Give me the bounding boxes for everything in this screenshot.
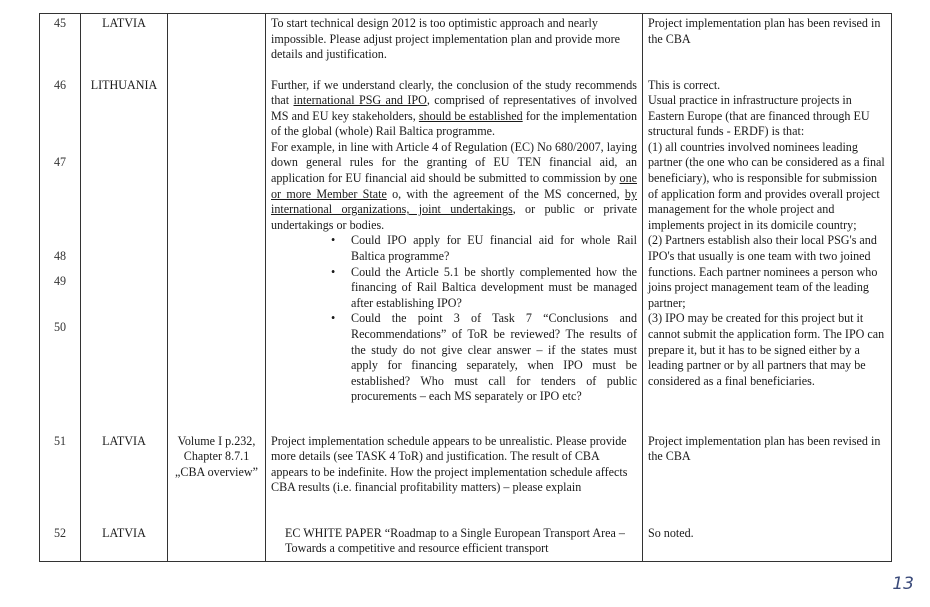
comment-cell — [266, 432, 643, 524]
comment-paragraph: For example, in line with Article 4 of Regulation (EC) No 680/2007, laying down general rules for the granting of EU TEN financial aid, an application for EU financial aid should be submitted to commission by one or more Member State o, with the agreement of the MS concerned, by international organizations, joint undertakings, or public or private undertakings or bodies. — [271, 139, 637, 232]
row-number: 45 — [40, 14, 81, 76]
comment-cell — [266, 524, 643, 562]
response-text: (3) IPO may be created for this project but it cannot submit the application form. The IPO can prepare it, but it has to be signed either by a leading partner or by all partners that may be considered as a final beneficiaries. — [648, 311, 885, 388]
response-text: Usual practice in infrastructure projects in Eastern Europe (that are financed through EU structural funds - ERDF) is that: — [648, 93, 870, 139]
response-cell — [643, 14, 892, 76]
bullet-icon: • — [331, 311, 336, 326]
table-row — [40, 524, 892, 562]
response-text: (1) all countries involved nominees leading partner (the one who can be considered as a final beneficiary), who is responsible for submission of application form and provides overall project management for the whole project and implements project in its domicile country; — [648, 139, 885, 232]
reference-cell: Volume I p.232, Chapter 8.7.1 „CBA overview” — [168, 432, 266, 524]
comment-text: Project implementation schedule appears to be unrealistic. Please provide more details (see TASK 4 ToR) and justification. The result of CBA appears to be indefinite. How the project implementation schedule affects CBA results (i.e. financial profitability matters) – please explain — [271, 433, 628, 495]
row-number: 49 — [53, 274, 67, 289]
country-cell: LITHUANIA — [81, 76, 168, 432]
country-cell: LATVIA — [81, 432, 168, 524]
comments-table — [39, 13, 892, 562]
comment-cell — [266, 14, 643, 76]
bullet-icon: • — [331, 233, 336, 248]
response-text: Project implementation plan has been revised in the CBA — [648, 16, 881, 46]
comment-paragraph: Further, if we understand clearly, the conclusion of the study recommends that international PSG and IPO, comprised of representatives of involved MS and EU key stakeholders, should be established for the implementation of the global (whole) Rail Baltica programme. — [271, 77, 638, 139]
response-text: So noted. — [648, 525, 694, 540]
list-item: • Could the Article 5.1 be shortly complemented how the financing of Rail Baltica development must be managed after establishing IPO? — [331, 264, 637, 310]
page-number: 13 — [892, 574, 914, 594]
row-number: 50 — [53, 319, 67, 334]
response-cell — [643, 432, 892, 524]
row-number: 47 — [53, 155, 67, 170]
comment-text: EC WHITE PAPER “Roadmap to a Single European Transport Area – Towards a competitive and resource efficient transport — [285, 525, 625, 556]
table-row — [40, 76, 892, 432]
bullet-icon: • — [331, 264, 336, 279]
comment-text: To start technical design 2012 is too optimistic approach and nearly impossible. Please adjust project implementation plan and provide more details and justification. — [271, 16, 620, 62]
row-number: 46 — [53, 77, 67, 92]
table-row — [40, 14, 892, 76]
reference-cell — [168, 14, 266, 76]
country-cell: LATVIA — [81, 14, 168, 76]
country-cell: LATVIA — [81, 524, 168, 562]
response-cell — [643, 76, 892, 432]
row-number: 52 — [40, 524, 81, 562]
question-list — [271, 233, 637, 405]
row-number: 51 — [40, 432, 81, 524]
response-text: (2) Partners establish also their local PSG's and IPO's that usually is one team with two joined functions. Each partner nominees a person who joins project management team of the leading partner; — [648, 233, 878, 310]
list-item: • Could IPO apply for EU financial aid for whole Rail Baltica programme? — [331, 233, 637, 264]
response-cell — [643, 524, 892, 562]
reference-cell — [168, 76, 266, 432]
reference-cell — [168, 524, 266, 562]
row-number: 48 — [53, 248, 67, 263]
list-item: • Could the point 3 of Task 7 “Conclusions and Recommendations” of ToR be reviewed? The results of the study do not give clear answer – if the states must apply for financing separately, when IPO must be established? Who must call for tenders of public procurements – each MS separately or IPO etc? — [331, 311, 637, 404]
response-text: Project implementation plan has been revised in the CBA — [648, 433, 881, 464]
response-text: This is correct. — [648, 77, 721, 92]
row-number-stack — [40, 76, 81, 432]
comment-cell — [266, 76, 643, 432]
table-row — [40, 432, 892, 524]
